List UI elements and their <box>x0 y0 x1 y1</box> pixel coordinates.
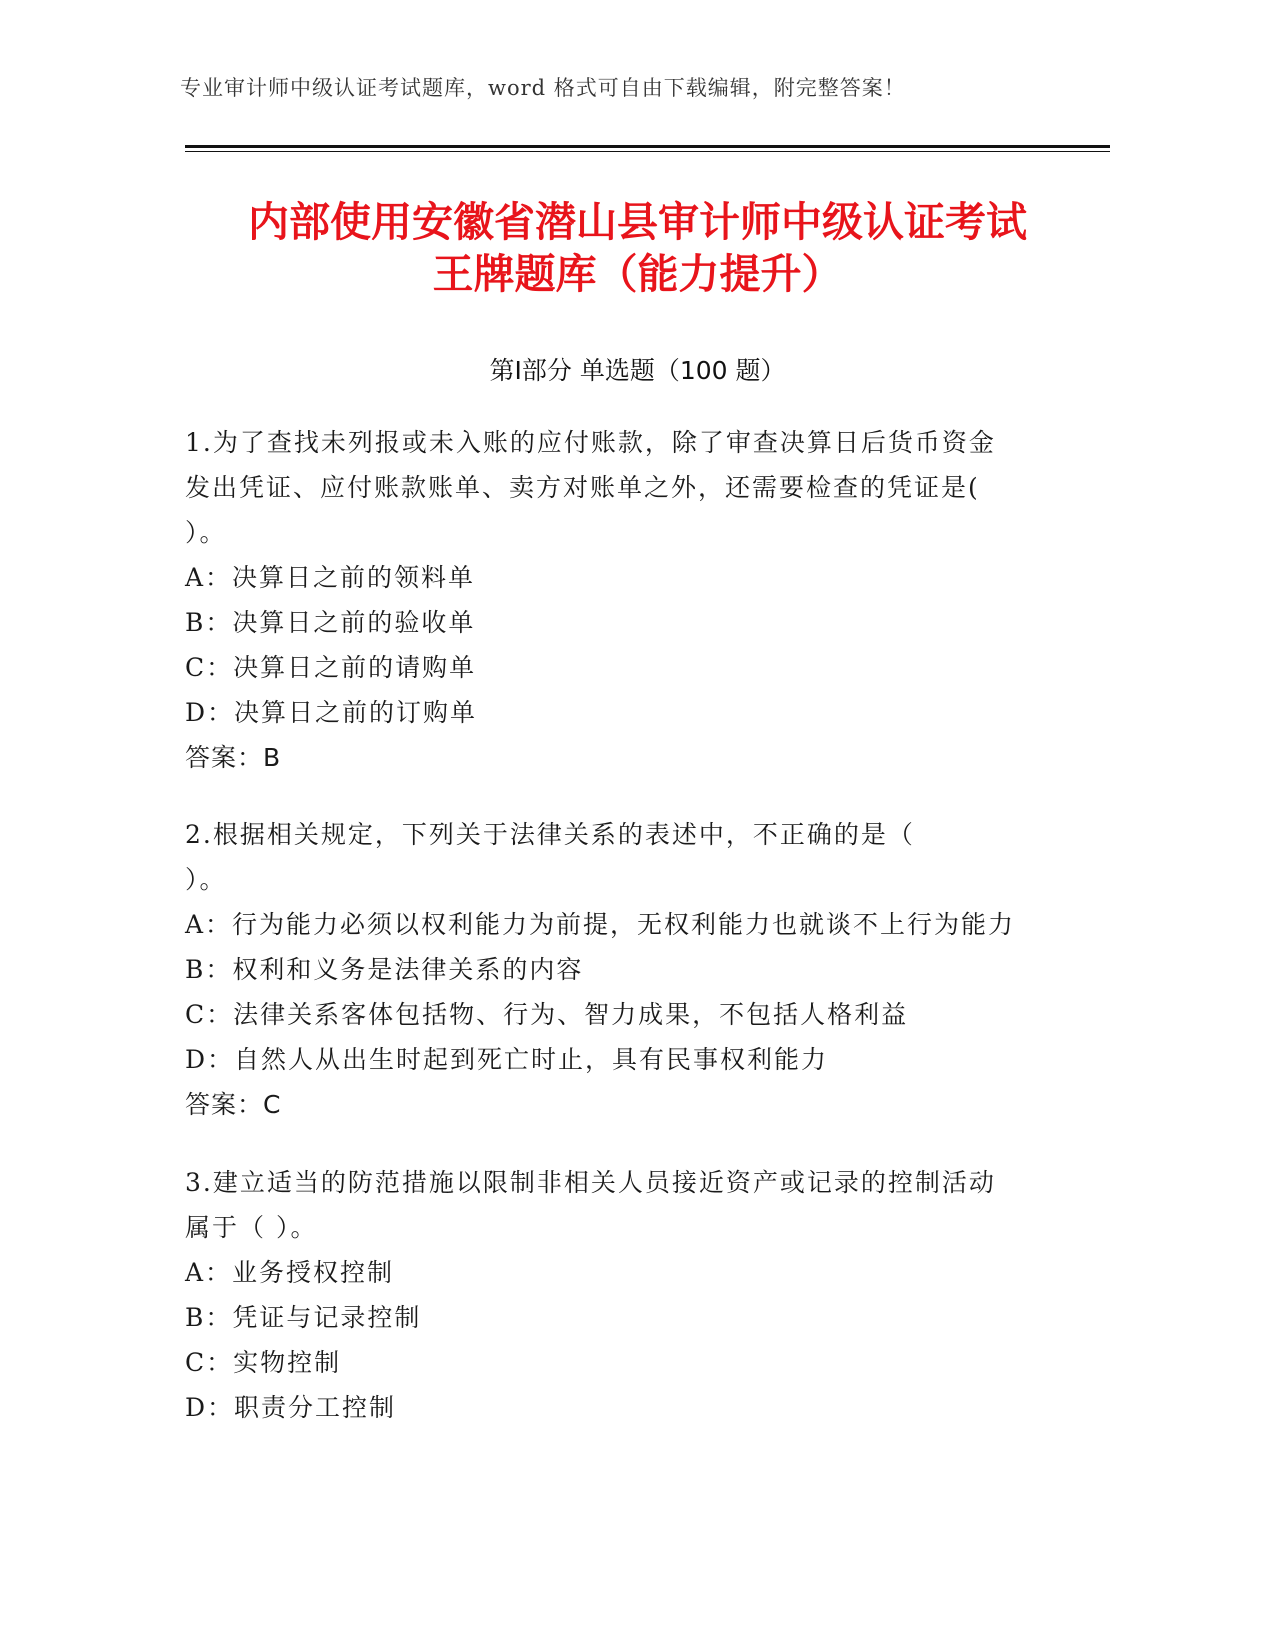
option-d: D：自然人从出生时起到死亡时止，具有民事权利能力 <box>185 1045 829 1074</box>
option-a: A：业务授权控制 <box>185 1258 395 1287</box>
option-b: B：决算日之前的验收单 <box>185 608 476 637</box>
option-d: D：职责分工控制 <box>185 1393 397 1422</box>
question-2 <box>185 812 1065 1127</box>
header-rule-thin <box>185 151 1110 152</box>
header-note: 专业审计师中级认证考试题库，word 格式可自由下载编辑，附完整答案！ <box>180 76 906 100</box>
section-title: 第Ⅰ部分 单选题（100 题） <box>489 356 786 385</box>
question-stem-line: 属于（ ）。 <box>185 1213 318 1242</box>
option-d: D：决算日之前的订购单 <box>185 698 478 727</box>
question-stem-line: ）。 <box>185 865 227 894</box>
option-c: C：实物控制 <box>185 1348 342 1377</box>
question-stem-line: 发出凭证、应付账款账单、卖方对账单之外，还需要检查的凭证是( <box>185 473 980 502</box>
option-a: A：行为能力必须以权利能力为前提，无权利能力也就谈不上行为能力 <box>185 910 1016 939</box>
answer-label: 答案：B <box>185 743 282 772</box>
document-title <box>150 196 1125 300</box>
question-1 <box>185 420 1065 780</box>
option-b: B：权利和义务是法律关系的内容 <box>185 955 584 984</box>
answer-label: 答案：C <box>185 1090 282 1119</box>
option-c: C：法律关系客体包括物、行为、智力成果，不包括人格利益 <box>185 1000 909 1029</box>
question-stem-line: 2.根据相关规定，下列关于法律关系的表述中，不正确的是（ <box>185 820 915 849</box>
option-b: B：凭证与记录控制 <box>185 1303 422 1332</box>
question-stem-line: ）。 <box>185 518 227 547</box>
document-title-line-2: 王牌题库（能力提升） <box>432 250 843 298</box>
option-c: C：决算日之前的请购单 <box>185 653 477 682</box>
header-rule-thick <box>185 145 1110 148</box>
question-stem-line: 1.为了查找未列报或未入账的应付账款，除了审查决算日后货币资金 <box>185 428 996 457</box>
question-3 <box>185 1160 1065 1430</box>
option-a: A：决算日之前的领料单 <box>185 563 476 592</box>
document-title-line-1: 内部使用安徽省潜山县审计师中级认证考试 <box>248 198 1027 246</box>
question-stem-line: 3.建立适当的防范措施以限制非相关人员接近资产或记录的控制活动 <box>185 1168 996 1197</box>
